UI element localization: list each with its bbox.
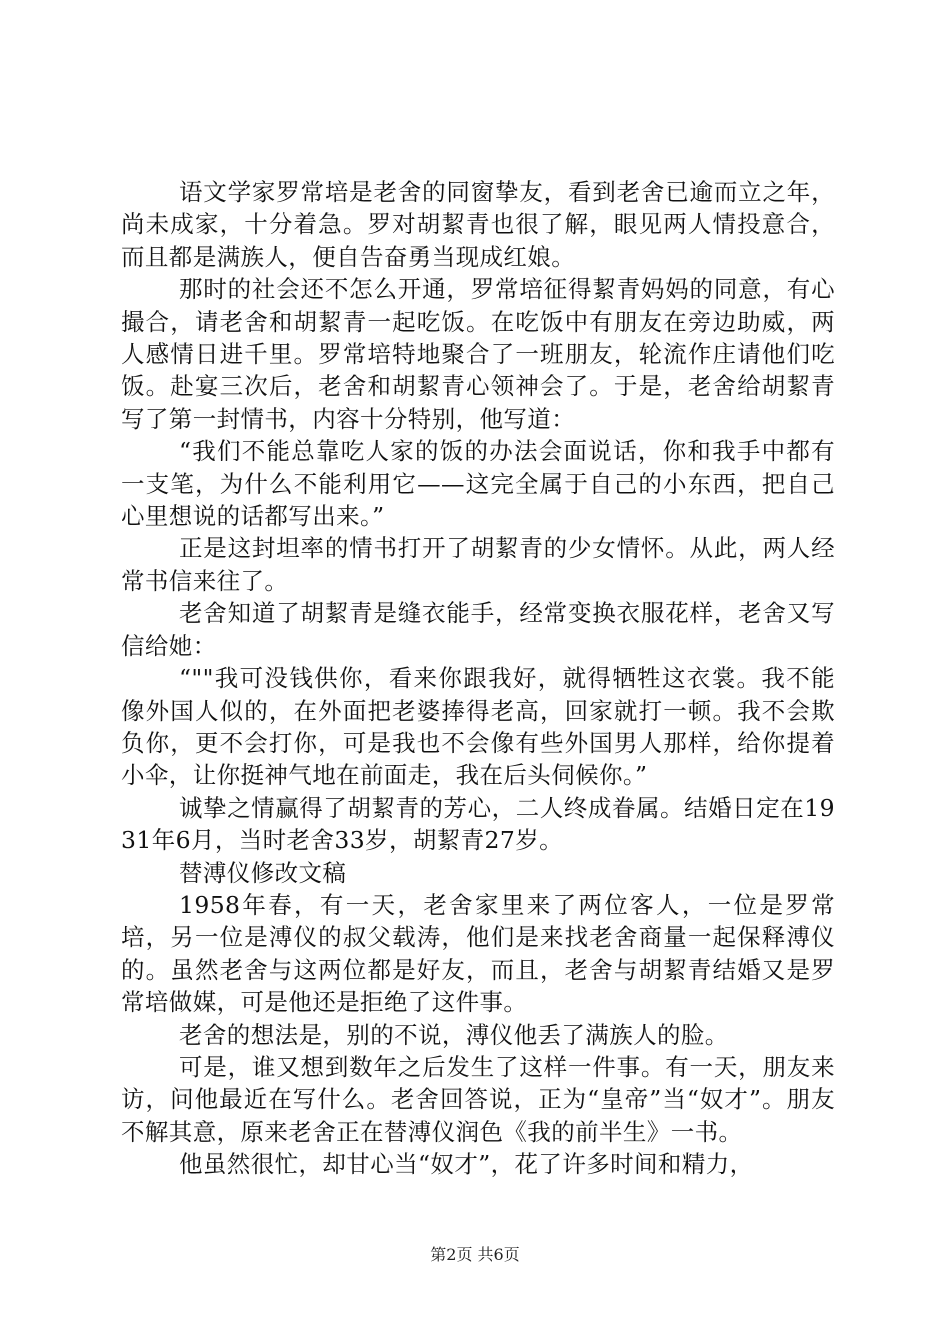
paragraph: 可是，谁又想到数年之后发生了这样一件事。有一天，朋友来访，问他最近在写什么。老舍回答说，正为“皇帝”当“奴才”。朋友不解其意，原来老舍正在替溥仪润色《我的前半生》一书。: [121, 1052, 835, 1146]
page-number-footer: 第2页 共6页: [430, 1245, 520, 1264]
paragraph: 他虽然很忙，却甘心当“奴才”，花了许多时间和精力，: [179, 1150, 754, 1179]
body-text: [121, 176, 835, 1181]
quote-paragraph: “""我可没钱供你，看来你跟我好，就得牺牲这衣裳。我不能像外国人似的，在外面把老婆捧得老高，回家就打一顿。我不会欺负你，更不会打你，可是我也不会像有些外国男人那样，给你提着小伞，让你挺神气地在前面走，我在后头伺候你。”: [121, 664, 835, 790]
quote-paragraph: “我们不能总靠吃人家的饭的办法会面说话，你和我手中都有一支笔，为什么不能利用它——这完全属于自己的小东西，把自己心里想说的话都写出来。”: [121, 437, 835, 531]
paragraph: 诚挚之情赢得了胡絜青的芳心，二人终成眷属。结婚日定在1931年6月，当时老舍33岁，胡絜青27岁。: [121, 793, 835, 855]
section-heading: 替溥仪修改文稿: [179, 858, 347, 887]
paragraph: 正是这封坦率的情书打开了胡絜青的少女情怀。从此，两人经常书信来往了。: [121, 534, 835, 595]
paragraph: 那时的社会还不怎么开通，罗常培征得絜青妈妈的同意，有心撮合，请老舍和胡絜青一起吃饭。在吃饭中有朋友在旁边助威，两人感情日进千里。罗常培特地聚合了一班朋友，轮流作庄请他们吃饭。赴宴三次后，老舍和胡絜青心领神会了。于是，老舍给胡絜青写了第一封情书，内容十分特别，他写道：: [121, 275, 835, 433]
paragraph: 语文学家罗常培是老舍的同窗挚友，看到老舍已逾而立之年，尚未成家，十分着急。罗对胡絜青也很了解，眼见两人情投意合，而且都是满族人，便自告奋勇当现成红娘。: [121, 178, 835, 271]
paragraph: 老舍知道了胡絜青是缝衣能手，经常变换衣服花样，老舍又写信给她：: [121, 599, 835, 660]
paragraph: 1958年春，有一天，老舍家里来了两位客人，一位是罗常培，另一位是溥仪的叔父载涛，他们是来找老舍商量一起保释溥仪的。虽然老舍与这两位都是好友，而且，老舍与胡絜青结婚又是罗常培做媒，可是他还是拒绝了这件事。: [121, 890, 835, 1017]
paragraph: 老舍的想法是，别的不说，溥仪他丢了满族人的脸。: [179, 1020, 729, 1049]
